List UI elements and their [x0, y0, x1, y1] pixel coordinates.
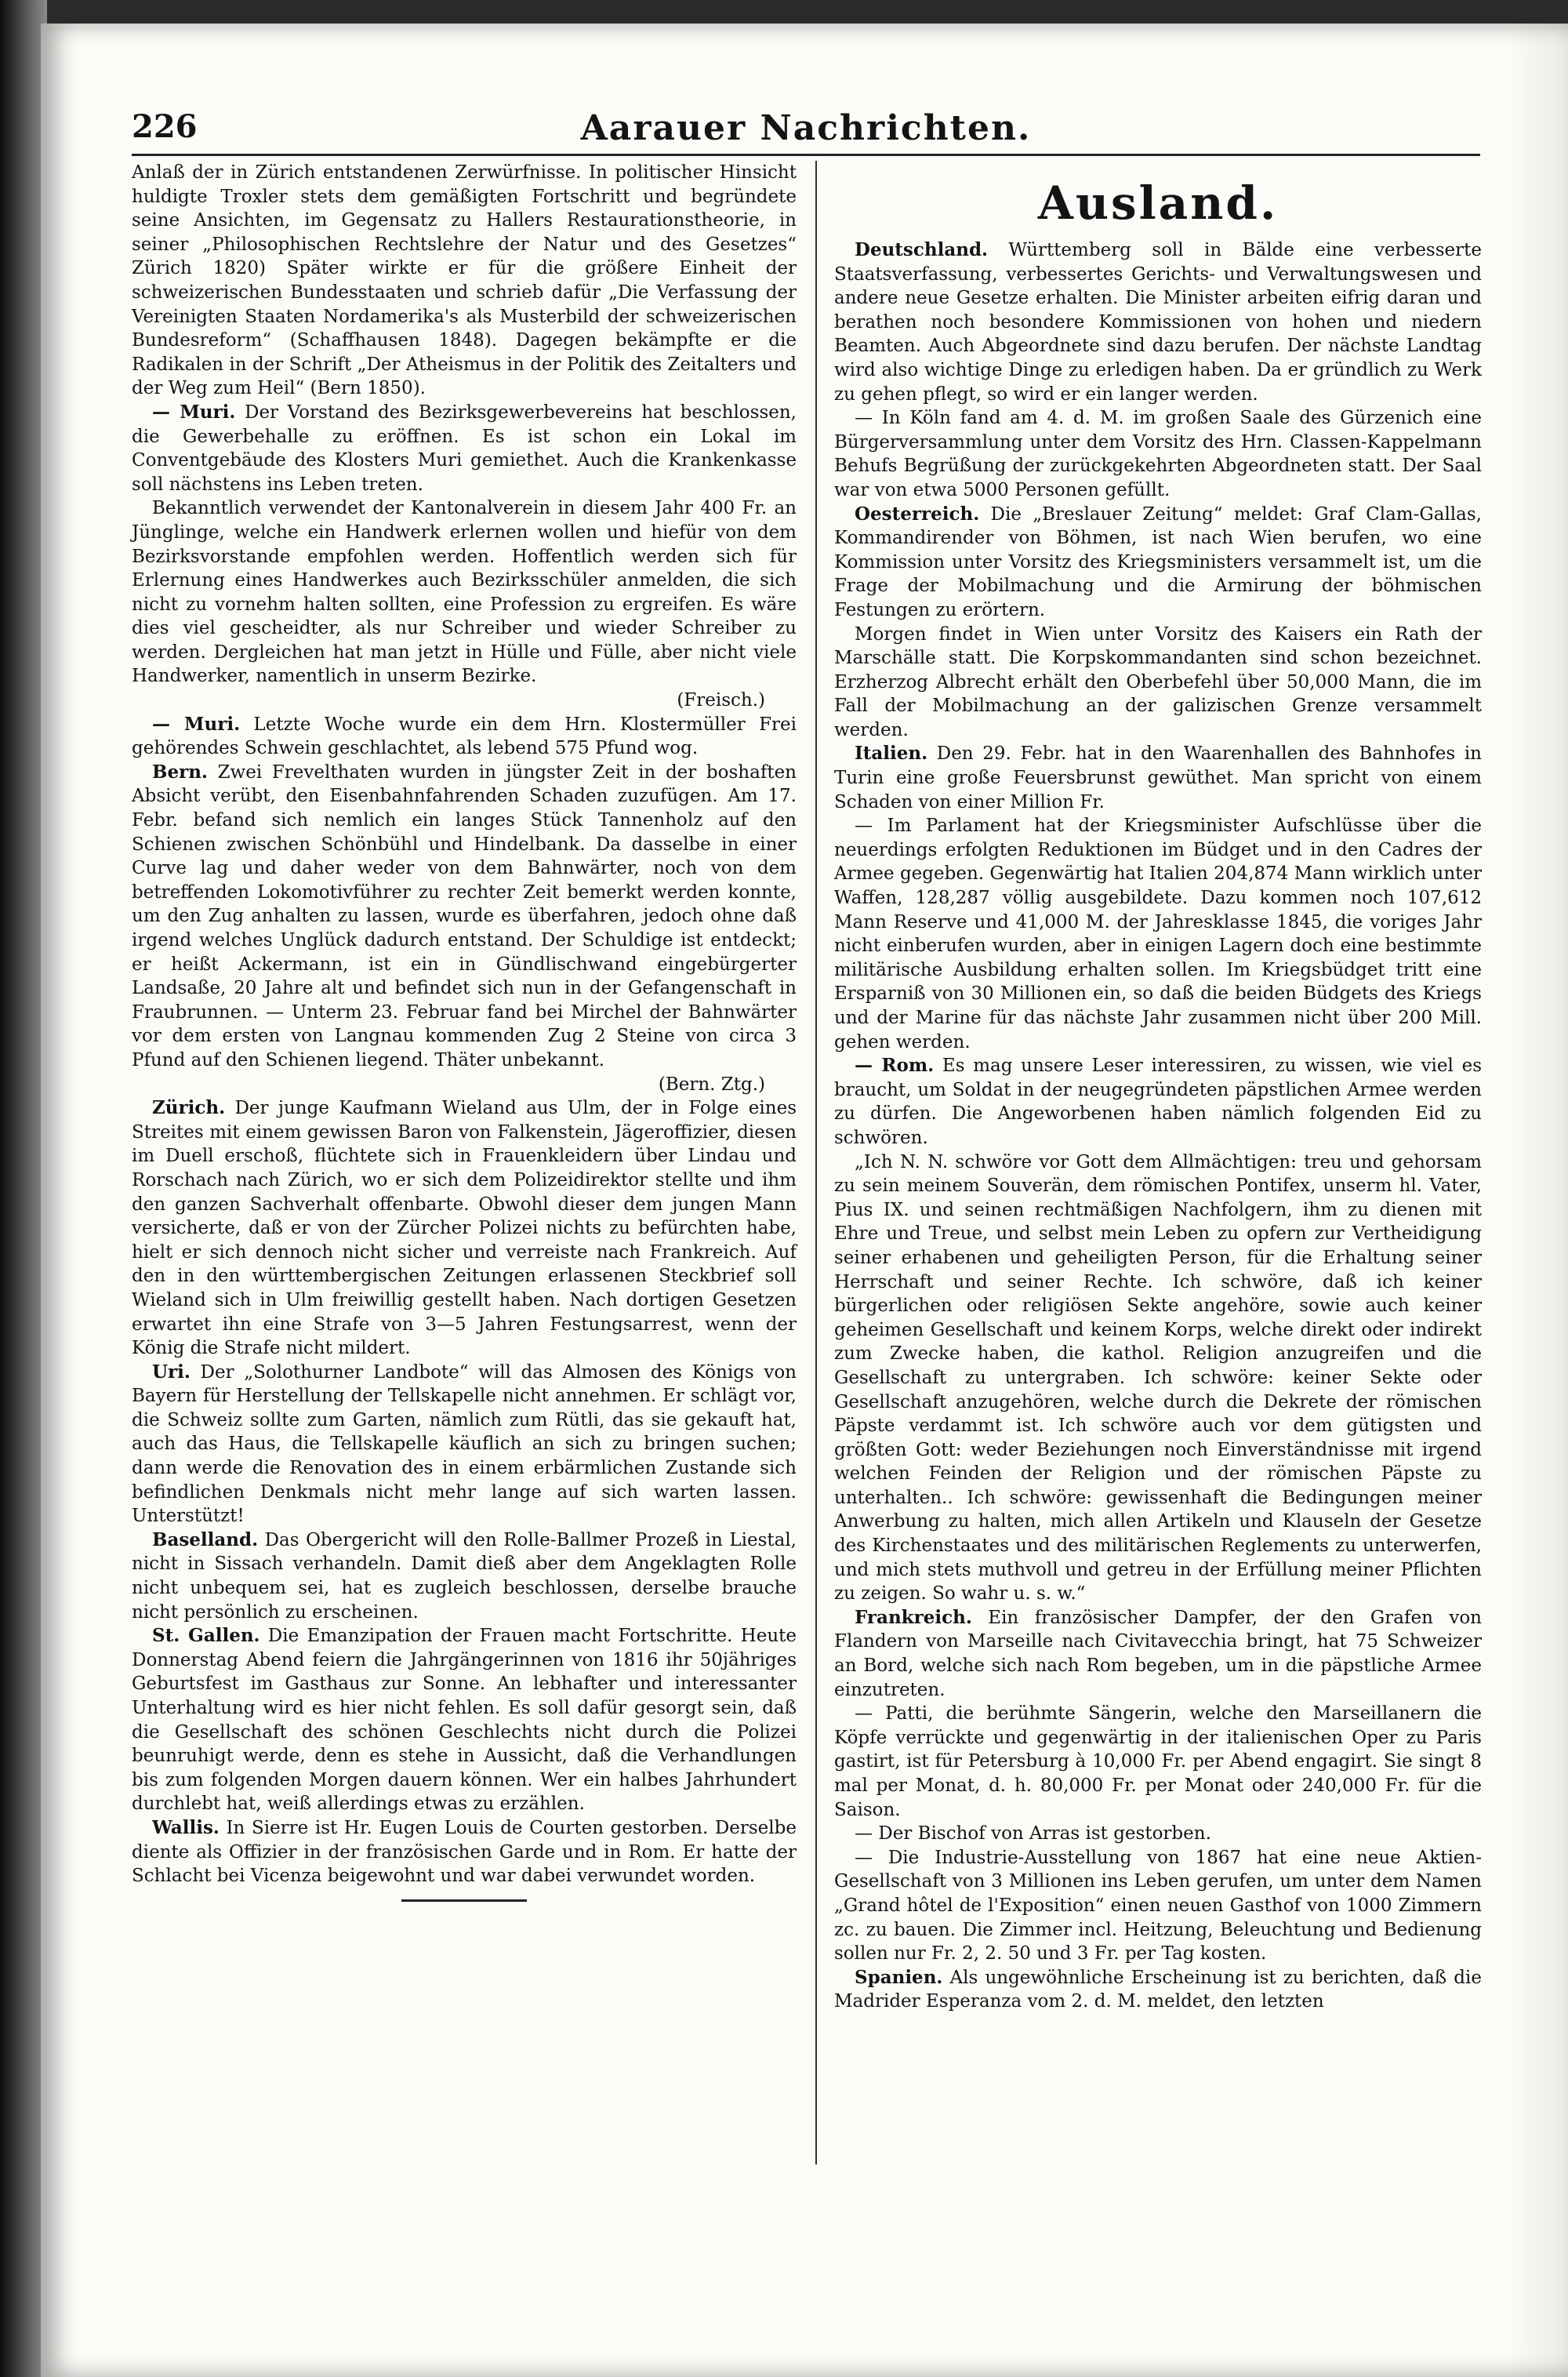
article-text: Die „Breslauer Zeitung“ meldet: Graf Clam-Gallas, Kommandirender von Böhmen, ist nach Wien berufen, wo eine Kommission unter Vorsitz des Kriegsministers versammelt ist, um die Frage der Mobilmachung und die Armirung der böhmischen Festungen zu erörtern. [834, 503, 1482, 620]
article-paragraph [834, 1822, 1482, 1846]
article-text: Als ungewöhnliche Erscheinung ist zu berichten, daß die Madrider Esperanza vom 2. d. M. meldet, den letzten [834, 1967, 1482, 2012]
article-source: (Bern. Ztg.) [658, 1074, 765, 1095]
article-text: Ein französischer Dampfer, der den Grafen von Flandern von Marseille nach Civitavecchia bringt, hat 75 Schweizer an Bord, welche sich nach Rom begeben, um in die päpstliche Armee einzutreten. [834, 1607, 1482, 1700]
article-text: Morgen findet in Wien unter Vorsitz des Kaisers ein Rath der Marschälle statt. Die Korpskommandanten sind schon bezeichnet. Erzherzog Albrecht erhält den Oberbefehl über 50,000 Mann, die im Fall der Mobilmachung an der galizischen Grenze versammelt werden. [834, 623, 1482, 740]
article-paragraph [132, 496, 797, 712]
left-column [132, 161, 797, 1902]
article-text: — Der Bischof von Arras ist gestorben. [855, 1823, 1211, 1845]
article-paragraph [132, 1096, 797, 1361]
article-text: Anlaß der in Zürich entstandenen Zerwürfnisse. In politischer Hinsicht huldigte Troxler stets dem gemäßigten Fortschritt und begründete seine Ansichten, im Gegensatz zu Hallers Restaurationstheorie, in seiner „Philosophischen Rechtslehre der Natur und des Gesetzes“ Zürich 1820) Später wirkte er für die größere Einheit der schweizerischen Bundesstaaten und schrieb dafür „Die Verfassung der Vereinigten Staaten Nordamerika's als Musterbild der schweizerischen Bundesreform“ (Schaffhausen 1848). Dagegen bekämpfte er die Radikalen in der Schrift „Der Atheismus in der Politik des Zeitalters und der Weg zum Heil“ (Bern 1850). [132, 162, 797, 399]
column-divider [815, 161, 817, 2164]
article-paragraph [834, 1702, 1482, 1822]
article-paragraph [132, 1816, 797, 1888]
article-text: Zwei Frevelthaten wurden in jüngster Zeit in der boshaften Absicht verübt, den Eisenbahnfahrenden Schaden zuzufügen. Am 17. Febr. befand sich nemlich ein langes Stück Tannenholz auf den Schienen zwischen Schönbühl und Hindelbank. Da dasselbe in einer Curve lag und daher weder von dem Bahnwärter, noch von dem betreffenden Lokomotivführer zu rechter Zeit bemerkt werden konnte, um den Zug anhalten zu lassen, wurde es überfahren, jedoch ohne daß irgend welches Unglück dadurch entstand. Der Schuldige ist entdeckt; er heißt Ackermann, ist ein in Gündlischwand eingebürgerter Landsaße, 20 Jahre alt und befindet sich nun in der Gefangenschaft in Fraubrunnen. — Unterm 23. Februar fand bei Mirchel der Bahnwärter vor dem ersten von Langnau kommenden Zug 2 Steine von circa 3 Pfund auf den Schienen liegend. Thäter unbekannt. [132, 761, 797, 1070]
article-paragraph [132, 1528, 797, 1624]
article-text: Das Obergericht will den Rolle-Ballmer Prozeß in Liestal, nicht in Sissach verhandeln. Damit dieß aber dem Angeklagten Rolle nicht unbequem sei, hat es zugleich beschlossen, derselbe brauche nicht persönlich zu erscheinen. [132, 1529, 797, 1623]
article-text: — Die Industrie-Ausstellung von 1867 hat eine neue Aktien-Gesellschaft von 3 Millionen ins Leben gerufen, um unter dem Namen „Grand hôtel de l'Exposition“ einen neuen Gasthof von 1000 Zimmern zc. zu bauen. Die Zimmer incl. Heitzung, Beleuchtung und Bedienung sollen nur Fr. 2, 2. 50 und 3 Fr. per Tag kosten. [834, 1847, 1482, 1964]
article-paragraph [834, 503, 1482, 623]
article-text: Die Emanzipation der Frauen macht Fortschritte. Heute Donnerstag Abend feiern die Jahrgängerinnen von 1816 ihr 50jähriges Geburtsfest im Gasthaus zur Sonne. An lebhafter und interessanter Unterhaltung wird es hier nicht fehlen. Es soll dafür gesorgt sein, daß die Gesellschaft des schönen Geschlechts nicht durch die Polizei beunruhigt werde, denn es stehe in Aussicht, daß die Verhandlungen bis zum folgenden Morgen dauern können. Wer ein halbes Jahrhundert durchlebt hat, weiß allerdings etwas zu erzählen. [132, 1626, 797, 1815]
article-source: (Freisch.) [677, 690, 765, 711]
article-text: Es mag unsere Leser interessiren, zu wissen, wie viel es braucht, um Soldat in der neugegründeten päpstlichen Armee werden zu dürfen. Die Angeworbenen haben nämlich folgenden Eid zu schwören. [834, 1056, 1482, 1148]
article-dateline: Baselland. [152, 1528, 259, 1550]
article-text: Letzte Woche wurde ein dem Hrn. Klostermüller Frei gehörendes Schwein geschlachtet, als lebend 575 Pfund wog. [132, 714, 797, 759]
page-edge-shade [1509, 24, 1568, 2377]
article-paragraph [834, 814, 1482, 1054]
article-dateline: — Rom. [855, 1055, 935, 1077]
article-paragraph [132, 761, 797, 1096]
article-paragraph [132, 713, 797, 761]
article-paragraph [132, 1624, 797, 1816]
section-title: Ausland. [1037, 176, 1279, 230]
article-paragraph [834, 406, 1482, 502]
binding-edge [0, 0, 47, 2377]
page-number: 226 [132, 108, 198, 145]
article-dateline: Uri. [152, 1361, 191, 1383]
right-column [834, 173, 1482, 2014]
article-text: Der junge Kaufmann Wieland aus Ulm, der in Folge eines Streites mit einem gewissen Baron von Falkenstein, Jägeroffizier, diesen im Duell erschoß, flüchtete sich in Frauenkleidern über Lindau und Rorschach nach Zürich, wo er sich dem Polizeidirektor stellte und ihm den ganzen Sachverhalt offenbarte. Obwohl dieser dem jungen Mann versicherte, daß er von der Zürcher Polizei nichts zu befürchten habe, hielt er sich dennoch nicht sicher und verreiste nach Frankreich. Auf den in den württembergischen Zeitungen erlassenen Steckbrief soll Wieland sich in Ulm freiwillig gestellt haben. Nach dortigen Gesetzen erwartet ihn eine Strafe von 3—5 Jahren Festungsarrest, wenn der König die Strafe nicht mildert. [132, 1098, 797, 1359]
article-dateline: Bern. [152, 761, 208, 783]
article-paragraph [834, 1150, 1482, 1606]
article-text: In Sierre ist Hr. Eugen Louis de Courten gestorben. Derselbe diente als Offizier in der französischen Garde und in Rom. Er hatte der Schlacht bei Vicenza beigewohnt und war dabei verwundet worden. [132, 1817, 797, 1887]
article-text: — Im Parlament hat der Kriegsminister Aufschlüsse über die neuerdings erfolgten Reduktionen im Büdget und in den Cadres der Armee gegeben. Gegenwärtig hat Italien 204,874 Mann wirklich unter Waffen, 128,287 völlig ausgebildete. Dazu kommen noch 107,612 Mann Reserve und 41,000 M. der Jahresklasse 1845, die voriges Jahr nicht einberufen wurden, aber in einigen Lagern doch eine bestimmte militärische Ausbildung erhalten sollen. Im Kriegsbüdget tritt eine Ersparniß von 30 Millionen ein, so daß die beiden Büdgets des Kriegs und der Marine für das nächste Jahr zusammen nicht über 200 Mill. gehen werden. [834, 816, 1482, 1052]
masthead: Aarauer Nachrichten. [580, 108, 1032, 148]
article-text: Württemberg soll in Bälde eine verbesserte Staatsverfassung, verbessertes Gerichts- und Verwaltungswesen und andere neue Gesetze erhalten. Die Minister arbeiten eifrig daran und berathen noch besondere Kommissionen von hohen und niedern Beamten. Auch Abgeordnete sind dazu berufen. Der nächste Landtag wird also wichtige Dinge zu erledigen haben. Da er gründlich zu Werk zu gehen pflegt, so wird er ein langer werden. [834, 240, 1482, 405]
article-dateline: St. Gallen. [152, 1625, 260, 1647]
end-rule [401, 1899, 527, 1902]
article-paragraph [132, 161, 797, 401]
article-text: — Patti, die berühmte Sängerin, welche den Marseillanern die Köpfe verrückte und gegenwärtig in der italienischen Oper zu Paris gastirt, ist für Petersburg à 10,000 Fr. per Abend engagirt. Sie singt 8 mal per Monat, d. h. 80,000 Fr. per Monat oder 240,000 Fr. für die Saison. [834, 1703, 1482, 1820]
article-text: Der Vorstand des Bezirksgewerbevereins hat beschlossen, die Gewerbehalle zu eröffnen. Es ist schon ein Lokal im Conventgebäude des Klosters Muri gemiethet. Auch die Krankenkasse soll nächstens ins Leben treten. [132, 402, 797, 495]
article-dateline: Frankreich. [855, 1606, 972, 1628]
article-text: Den 29. Febr. hat in den Waarenhallen des Bahnhofes in Turin eine große Feuersbrunst gewüthet. Man spricht von einem Schaden von einer Million Fr. [834, 743, 1482, 812]
article-dateline: — Muri. [152, 401, 236, 423]
article-paragraph [132, 401, 797, 496]
article-paragraph [834, 1966, 1482, 2014]
article-dateline: Spanien. [855, 1966, 943, 1988]
article-dateline: — Muri. [152, 713, 241, 735]
article-text: „Ich N. N. schwöre vor Gott dem Allmächtigen: treu und gehorsam zu sein meinem Souverän, dem römischen Pontifex, unserm hl. Vater, Pius IX. und seinen rechtmäßigen Nachfolgern, ihm zu dienen mit Ehre und Treue, und selbst mein Leben zu opfern zur Vertheidigung seiner erhabenen und geheiligten Person, für die Erhaltung seiner Herrschaft und seiner Rechte. Ich schwöre, daß ich keiner bürgerlichen oder religiösen Sekte angehöre, sowie auch keiner geheimen Gesellschaft und keinem Korps, welche direkt oder indirekt zum Zwecke haben, die kathol. Religion anzugreifen und die Gesellschaft zu untergraben. Ich schwöre: keiner Sekte oder Gesellschaft anzugehören, welche durch die Dekrete der römischen Päpste verdammt ist. Ich schwöre auch vor dem gütigsten und größten Gott: weder Beziehungen noch Einverständnisse mit irgend welchen Feinden der Religion und der römischen Päpste zu unterhalten.. Ich schwöre: gewissenhaft die Bedingungen meiner Anwerbung zu halten, mich allen Artikeln und Klauseln der Gesetze des Kirchenstaates und des militärischen Reglements zu unterwerfen, und mich stets muthvoll und getreu in der Erfüllung meiner Pflichten zu zeigen. So wahr u. s. w.“ [834, 1151, 1482, 1605]
article-dateline: Wallis. [152, 1816, 220, 1838]
article-dateline: Zürich. [152, 1097, 226, 1119]
article-paragraph [834, 238, 1482, 406]
article-paragraph [834, 623, 1482, 743]
article-text: Bekanntlich verwendet der Kantonalverein in diesem Jahr 400 Fr. an Jünglinge, welche ein Handwerk erlernen wollen und hiefür von dem Bezirksvorstande empfohlen werden. Hoffentlich werden sich für Erlernung eines Handwerkes auch Bezirksschüler anmelden, die sich nicht zu vornehm halten sollten, eine Profession zu ergreifen. Es wäre dies viel gescheidter, als nur Schreiber und wieder Schreiber zu werden. Dergleichen hat man jetzt in Hülle und Fülle, aber nicht viele Handwerker, namentlich in unserm Bezirke. [132, 498, 797, 687]
article-paragraph [834, 1846, 1482, 1966]
header-rule [132, 154, 1480, 156]
article-paragraph [132, 1361, 797, 1528]
article-dateline: Italien. [855, 743, 928, 765]
article-paragraph [834, 1054, 1482, 1150]
article-text: Der „Solothurner Landbote“ will das Almosen des Königs von Bayern für Herstellung der Tellskapelle nicht annehmen. Er schlägt vor, die Schweiz sollte zum Garten, nämlich zum Rütli, das sie gekauft hat, auch das Haus, die Tellskapelle käuflich an sich zu bringen suchen; dann werde die Renovation des in einem erbärmlichen Zustande sich befindlichen Denkmals nicht mehr lange auf sich warten lassen. Unterstützt! [132, 1361, 797, 1527]
article-paragraph [834, 742, 1482, 814]
article-dateline: Oesterreich. [855, 503, 980, 525]
article-paragraph [834, 1606, 1482, 1702]
page-header [132, 108, 1480, 155]
article-dateline: Deutschland. [855, 239, 989, 260]
article-text: — In Köln fand am 4. d. M. im großen Saale des Gürzenich eine Bürgerversammlung unter dem Vorsitz des Hrn. Classen-Kappelmann Behufs Begrüßung der zurückgekehrten Abgeordneten statt. Der Saal war von etwa 5000 Personen gefüllt. [834, 408, 1482, 500]
